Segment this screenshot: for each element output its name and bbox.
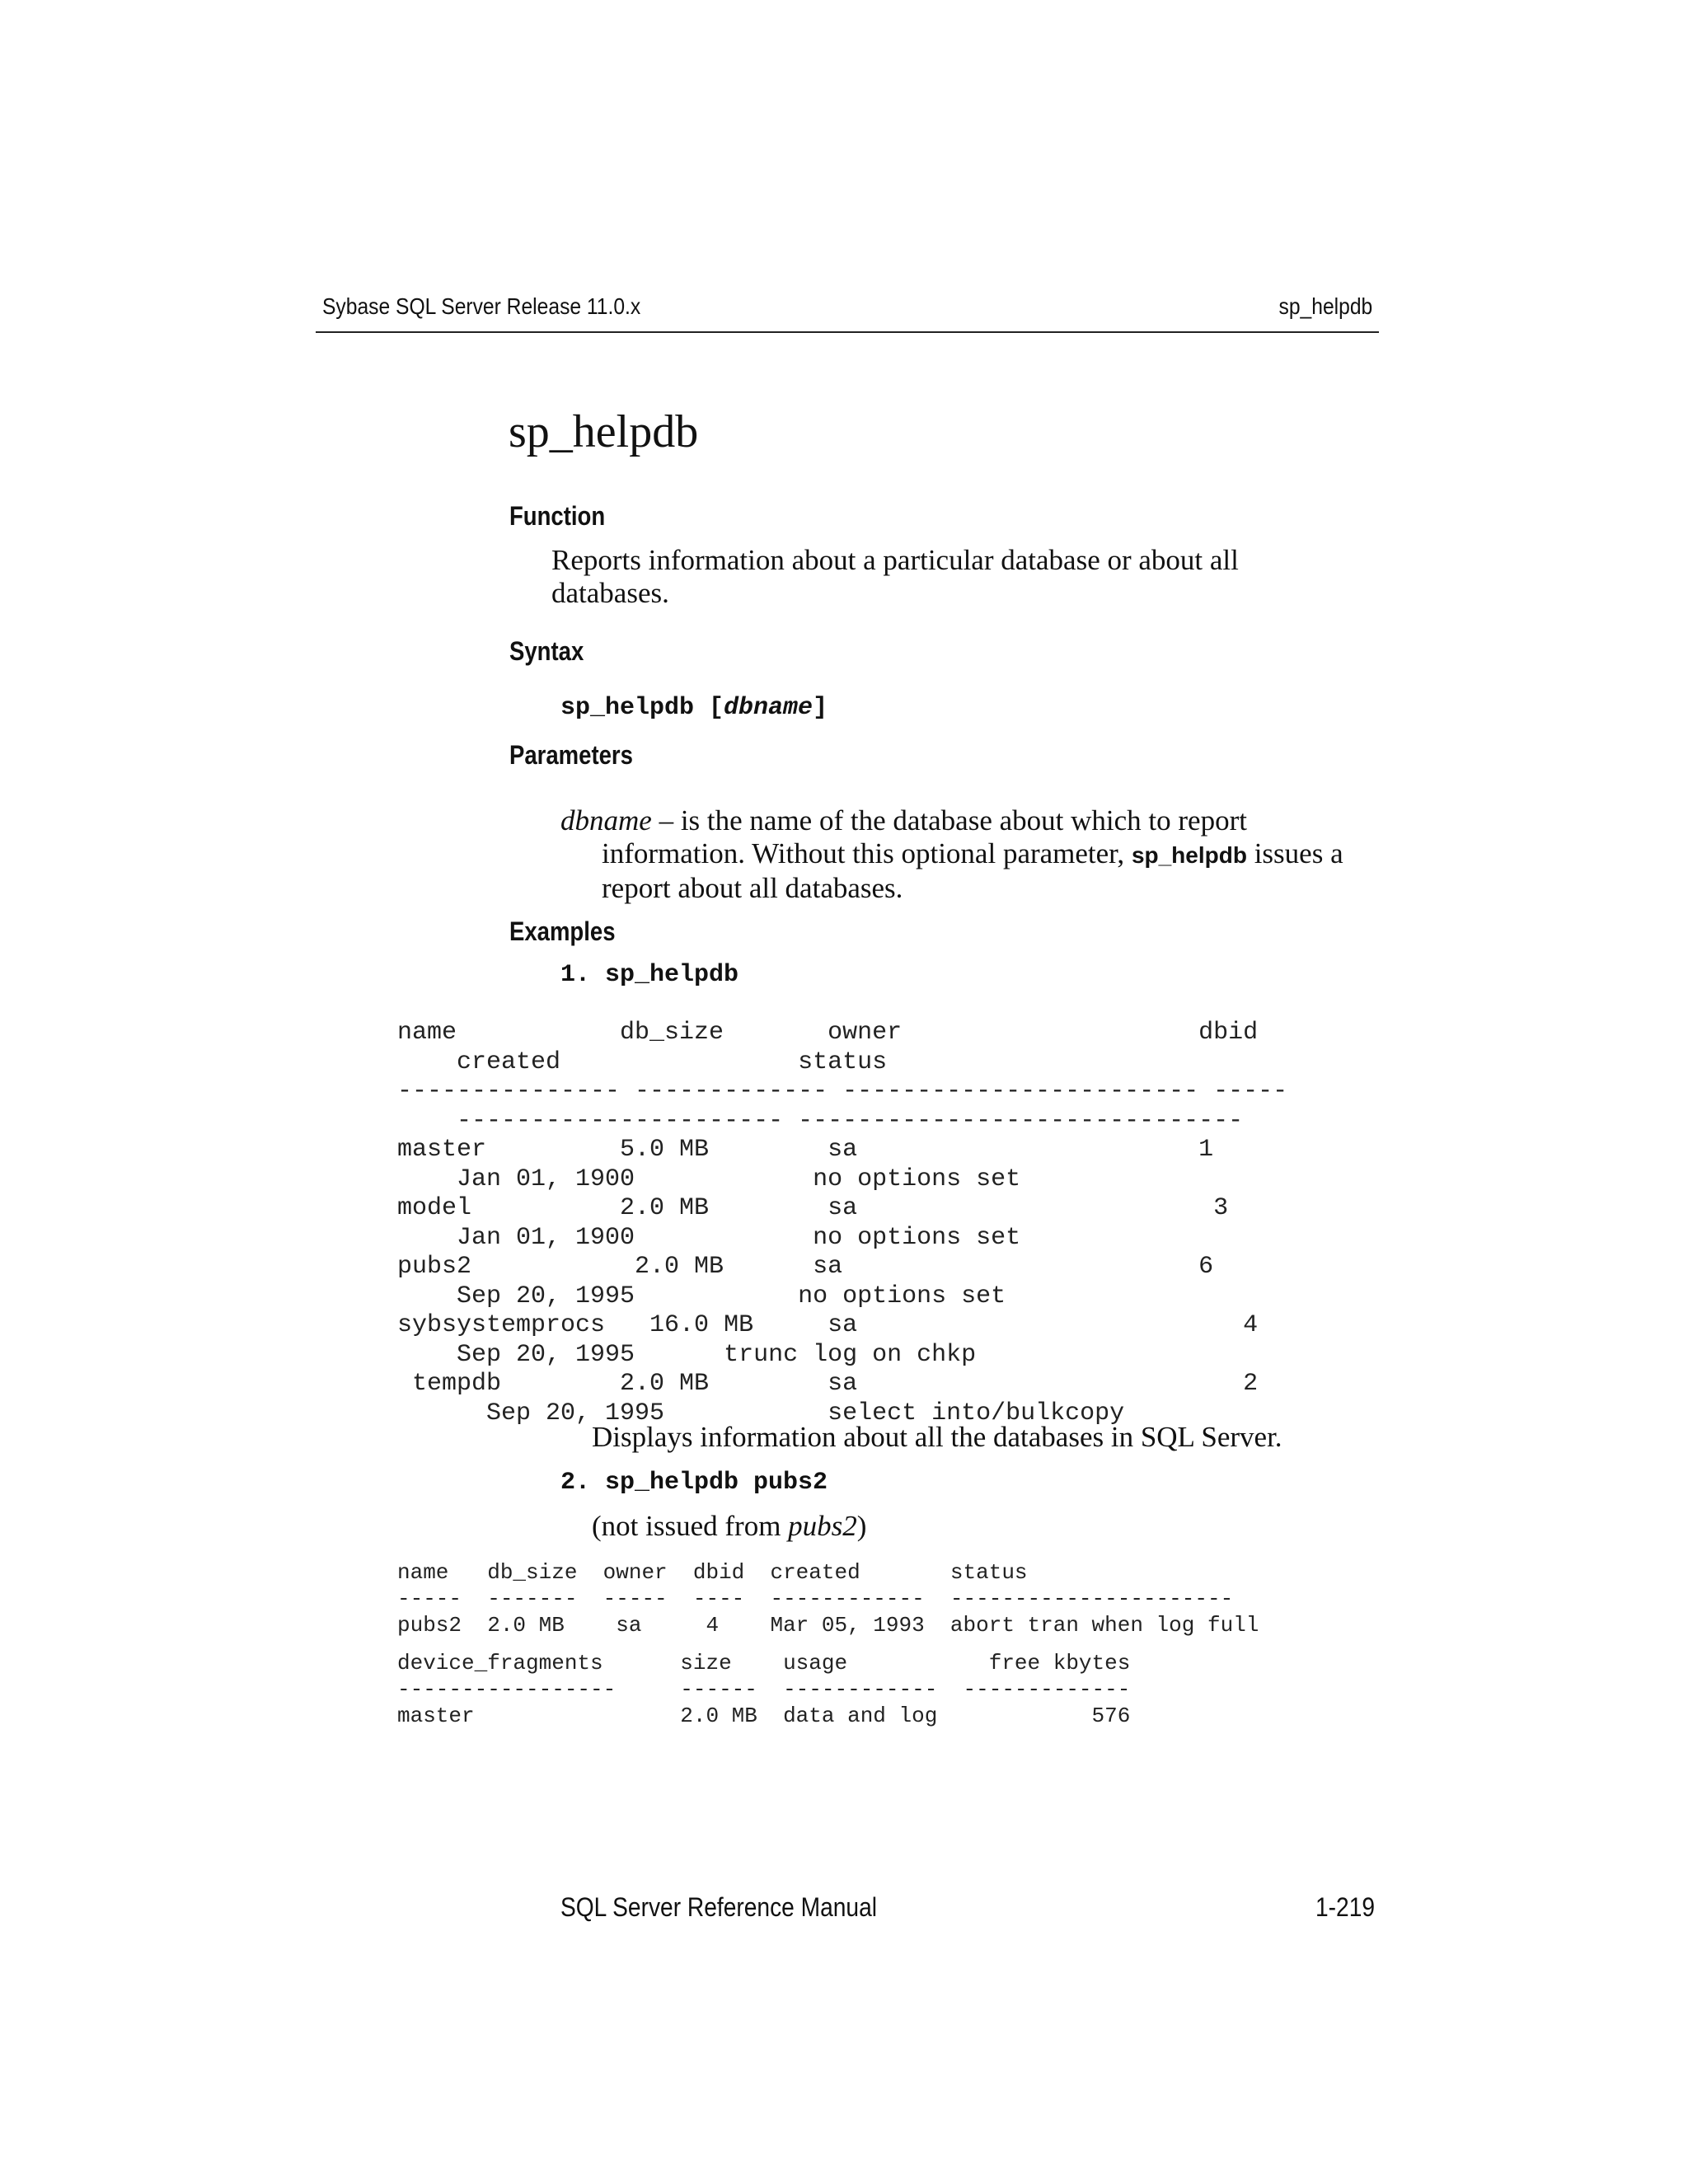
example-2-note-post: ) bbox=[856, 1510, 867, 1542]
running-header bbox=[316, 290, 1379, 333]
footer-page-number: 1-219 bbox=[1315, 1892, 1376, 1922]
param-line1: – is the name of the database about which to report bbox=[651, 804, 1247, 837]
param-line2-pre: information. Without this optional parameter, bbox=[602, 837, 1132, 869]
header-topic: sp_helpdb bbox=[1278, 293, 1372, 319]
examples-heading: Examples bbox=[509, 916, 616, 946]
example-1-description: Displays information about all the databases in SQL Server. bbox=[592, 1421, 1282, 1453]
example-1-output: name db_size owner dbid created status --------------- ------------- ------------------------ ----- ---------------------- ------------------------------ master 5.0 MB sa 1 Jan 01, 1900 no options set model 2.0 MB sa 3 Jan 01, 1900 no options set pubs2 2.0 MB sa 6 Sep 20, 1995 no options set sybsystemprocs 16.0 MB sa 4 Sep 20, 1995 trunc log on chkp tempdb 2.0 MB sa 2 Sep 20, 1995 select into/bulkcopy bbox=[397, 1019, 1288, 1427]
parameter-dbname bbox=[560, 804, 1376, 905]
syntax-close: ] bbox=[813, 694, 828, 722]
footer-manual: SQL Server Reference Manual bbox=[560, 1892, 877, 1922]
function-heading: Function bbox=[509, 501, 606, 531]
param-term: dbname bbox=[560, 804, 652, 837]
example-1-label: 1. sp_helpdb bbox=[560, 961, 739, 989]
syntax-line bbox=[560, 694, 828, 722]
param-line2-post: issues a bbox=[1246, 837, 1343, 869]
function-text-line1: Reports information about a particular database or about all bbox=[551, 544, 1239, 576]
page-title: sp_helpdb bbox=[509, 406, 699, 457]
syntax-command: sp_helpdb [ bbox=[560, 694, 724, 722]
example-2-note-pre: (not issued from bbox=[592, 1510, 789, 1542]
syntax-heading: Syntax bbox=[509, 636, 584, 666]
param-line3: report about all databases. bbox=[602, 872, 903, 904]
example-2-db-table: name db_size owner dbid created status ----- ------- ----- ---- ------------ ---------------------- pubs2 2.0 MB sa 4 Mar 05, 1993 abort tran when log full bbox=[397, 1560, 1259, 1638]
syntax-param: dbname bbox=[724, 694, 814, 722]
example-2-note bbox=[592, 1510, 866, 1543]
header-release: Sybase SQL Server Release 11.0.x bbox=[322, 293, 641, 319]
example-2-note-term: pubs2 bbox=[788, 1510, 857, 1542]
example-2-label: 2. sp_helpdb pubs2 bbox=[560, 1469, 828, 1497]
parameters-heading: Parameters bbox=[509, 740, 633, 770]
function-text-line2: databases. bbox=[551, 577, 669, 609]
param-line2-cmd: sp_helpdb bbox=[1131, 842, 1247, 868]
example-2-device-table: device_fragments size usage free kbytes ----------------- ------ ------------ ------------- master 2.0 MB data and log 576 bbox=[397, 1651, 1131, 1728]
